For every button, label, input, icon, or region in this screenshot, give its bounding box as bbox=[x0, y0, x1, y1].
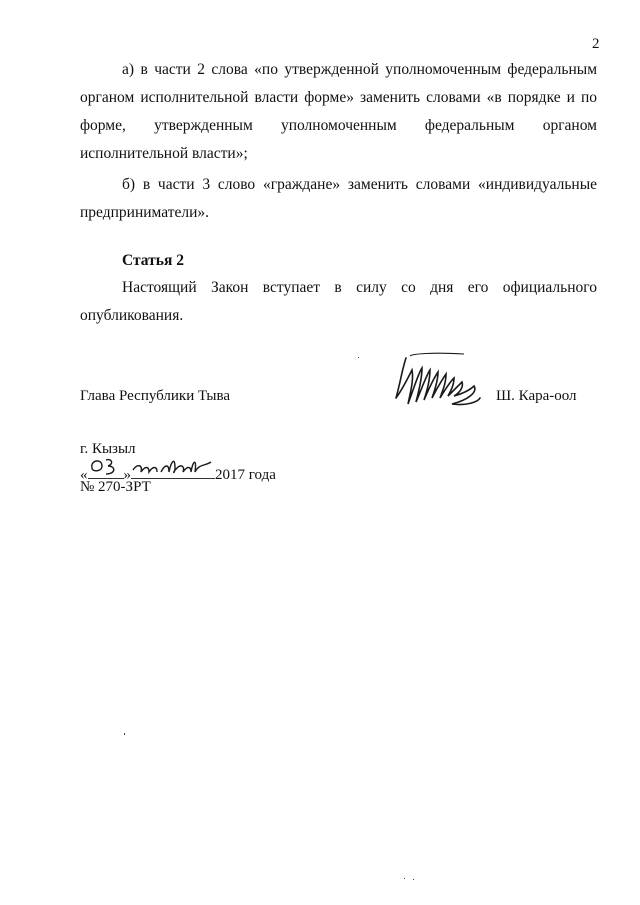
law-number: № 270-ЗРТ bbox=[80, 479, 151, 495]
handwritten-day bbox=[88, 460, 124, 479]
handwritten-month bbox=[131, 460, 215, 479]
scan-dot bbox=[124, 733, 125, 735]
paragraph-item-b bbox=[80, 171, 597, 227]
year-text: 2017 года bbox=[215, 467, 276, 483]
item-b-text: б) в части 3 слово «граждане» заменить словами «индивидуальные предприниматели». bbox=[80, 176, 597, 221]
open-quote: « bbox=[80, 467, 88, 483]
scan-dot bbox=[413, 879, 414, 880]
city-name: г. Кызыл bbox=[80, 441, 136, 457]
item-a-text: а) в части 2 слова «по утвержденной уполномоченным федеральным органом исполнительной власти форме» заменить словами «в порядке и по форме, утвержденным уполномоченным федеральным органом исполнительной власти»; bbox=[80, 61, 597, 162]
scan-dot bbox=[404, 878, 405, 879]
paragraph-article-2 bbox=[80, 274, 597, 330]
signatory-name: Ш. Кара-оол bbox=[496, 388, 577, 404]
article-heading: Статья 2 bbox=[122, 252, 184, 269]
scan-dot bbox=[358, 357, 359, 358]
page-number: 2 bbox=[592, 36, 600, 52]
handwritten-signature bbox=[392, 350, 484, 421]
close-quote: » bbox=[123, 467, 131, 483]
article-2-text: Настоящий Закон вступает в силу со дня его официального опубликования. bbox=[80, 279, 597, 324]
paragraph-item-a bbox=[80, 56, 597, 168]
signatory-title: Глава Республики Тыва bbox=[80, 388, 231, 404]
